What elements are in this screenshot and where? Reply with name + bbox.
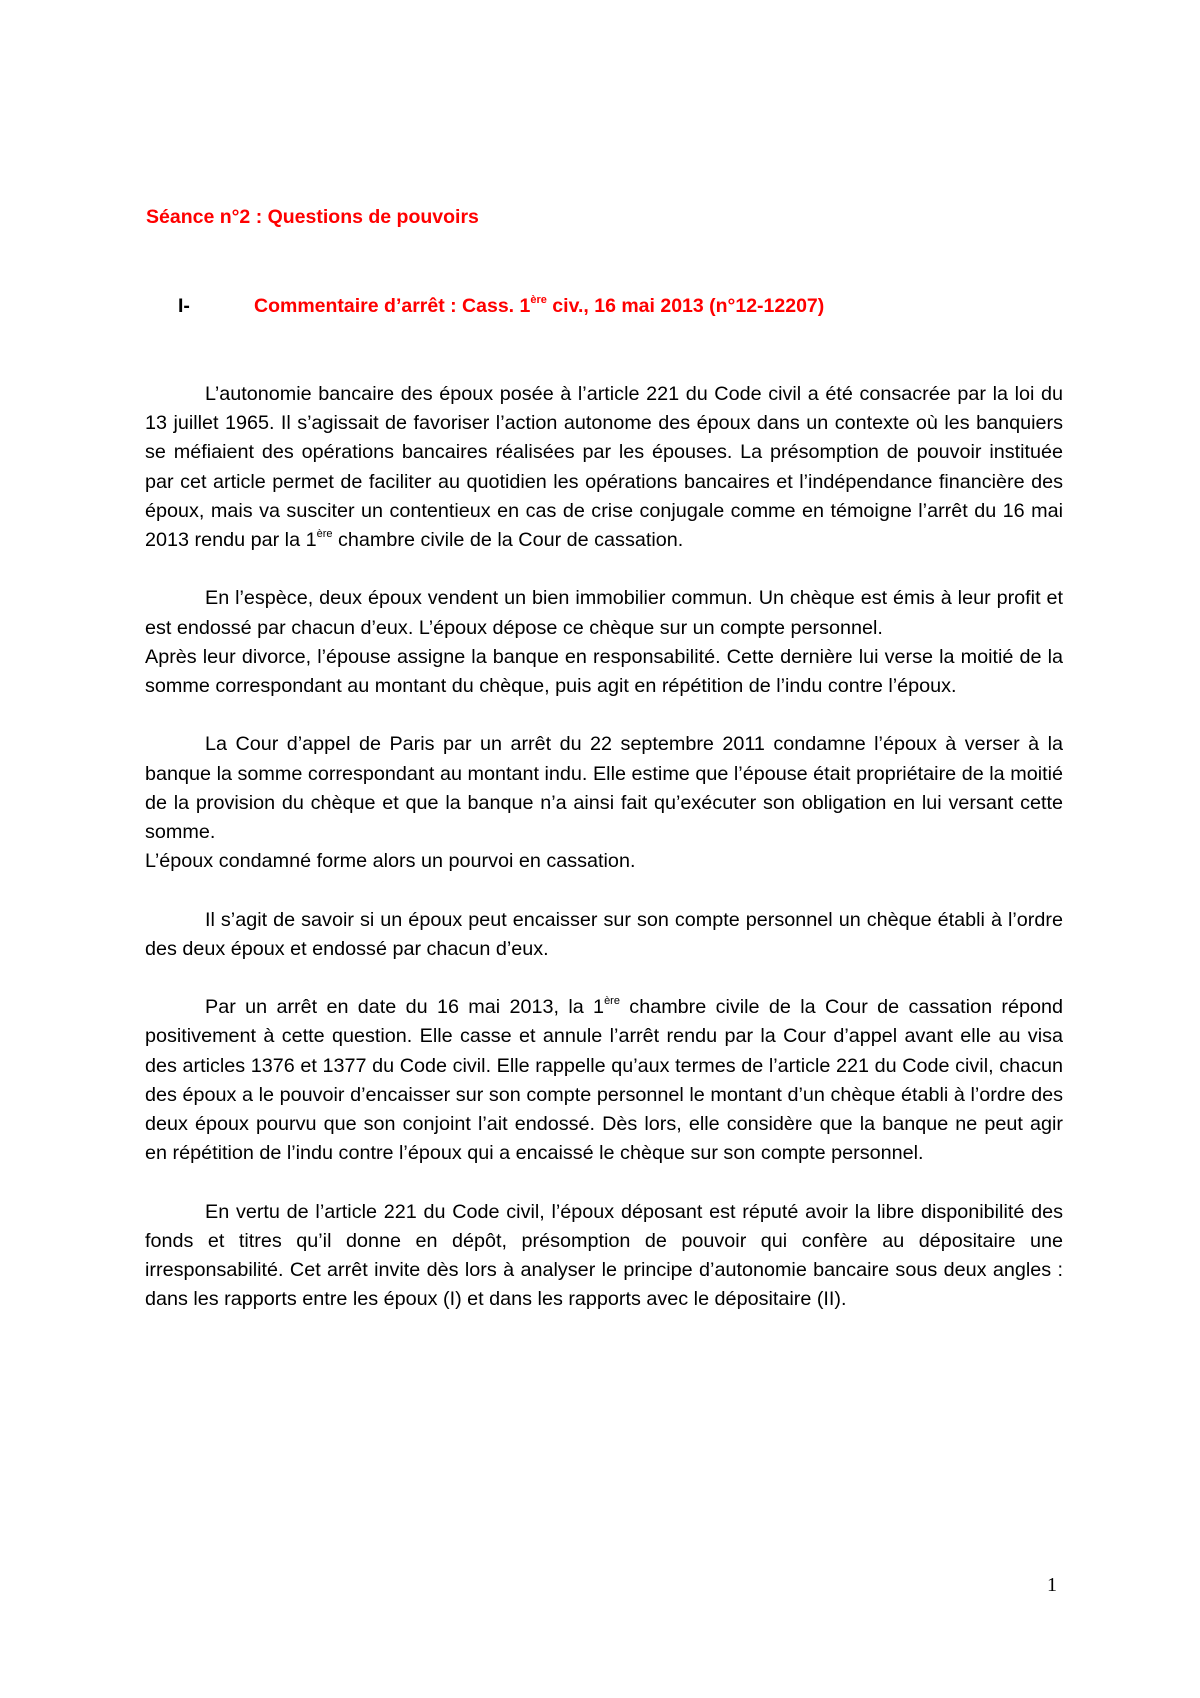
paragraph-procedure: La Cour d’appel de Paris par un arrêt du 22 septembre 2011 condamne l’époux à verser à la banque la somme correspondant au montant indu. Elle estime que l’épouse était propriétaire de la moitié de la provision du chèque et que la banque n’a ainsi fait qu’exécuter son obligation en lui versant cette somme.	[145, 733, 1063, 844]
paragraph-solution	[145, 993, 1063, 1168]
heading-text-part2: civ., 16 mai 2013 (n°12-12207)	[546, 295, 825, 317]
paragraph-7-text-a: Par un arrêt en date du 16 mai 2013, la 1	[205, 996, 605, 1019]
document-body	[145, 380, 1063, 1314]
paragraph-1-text-a: L’autonomie bancaire des époux posée à l’article 221 du Code civil a été consacrée par la loi du 13 juillet 1965. Il s’agissait de favoriser l’action autonome des époux dans un contexte où les banquiers se méfiaient des opérations bancaires réalisées par les épouses. La présomption de pouvoir instituée par cet article permet de faciliter au quotidien les opérations bancaires et l’indépendance financière des époux, mais va susciter un contentieux en cas de crise conjugale comme en témoigne l’arrêt du 16 mai 2013 rendu par la 1	[145, 383, 1063, 552]
paragraph-facts: En l’espèce, deux époux vendent un bien immobilier commun. Un chèque est émis à leur profit et est endossé par chacun d’eux. L’époux dépose ce chèque sur un compte personnel.	[145, 587, 1063, 639]
paragraph-legal-question: Il s’agit de savoir si un époux peut encaisser sur son compte personnel un chèque établi à l’ordre des deux époux et endossé par chacun d’eux.	[145, 908, 1063, 960]
paragraph-1-text-b: chambre civile de la Cour de cassation.	[332, 529, 684, 552]
paragraph-appeal: L’époux condamné forme alors un pourvoi en cassation.	[145, 850, 636, 873]
paragraph-7-superscript: ère	[604, 995, 620, 1008]
paragraph-7-text-b: chambre civile de la Cour de cassation répond positivement à cette question. Elle casse et annule l’arrêt rendu par la Cour d’appel avant elle au visa des articles 1376 et 1377 du Code civil. Elle rappelle qu’aux termes de l’article 221 du Code civil, chacun des époux a le pouvoir d’encaisser sur son compte personnel le montant d’un chèque établi à l’ordre des deux époux pourvu que son conjoint l’ait endossé. Dès lors, elle considère que la banque ne peut agir en répétition de l’indu contre l’époux qui a encaissé le chèque sur son compte personnel.	[145, 996, 1063, 1165]
paragraph-1-superscript: ère	[316, 528, 333, 541]
document-title: Séance n°2 : Questions de pouvoirs	[146, 206, 479, 228]
paragraph-introduction	[145, 380, 1063, 555]
heading-text-part1: Commentaire d’arrêt : Cass. 1	[254, 295, 531, 317]
section-heading-text	[254, 295, 824, 317]
paragraph-facts-continued: Après leur divorce, l’épouse assigne la banque en responsabilité. Cette dernière lui verse la moitié de la somme correspondant au montant du chèque, puis agit en répétition de l’indu contre l’époux.	[145, 645, 1063, 698]
paragraph-announcement: En vertu de l’article 221 du Code civil, l’époux déposant est réputé avoir la libre disponibilité des fonds et titres qu’il donne en dépôt, présomption de pouvoir qui confère au dépositaire une irresponsabilité. Cet arrêt invite dès lors à analyser le principe d’autonomie bancaire sous deux angles : dans les rapports entre les époux (I) et dans les rapports avec le dépositaire (II).	[145, 1200, 1063, 1311]
heading-superscript: ère	[530, 294, 547, 306]
page-number: 1	[1047, 1574, 1057, 1596]
section-number: I-	[178, 295, 190, 317]
section-heading	[178, 295, 1078, 318]
